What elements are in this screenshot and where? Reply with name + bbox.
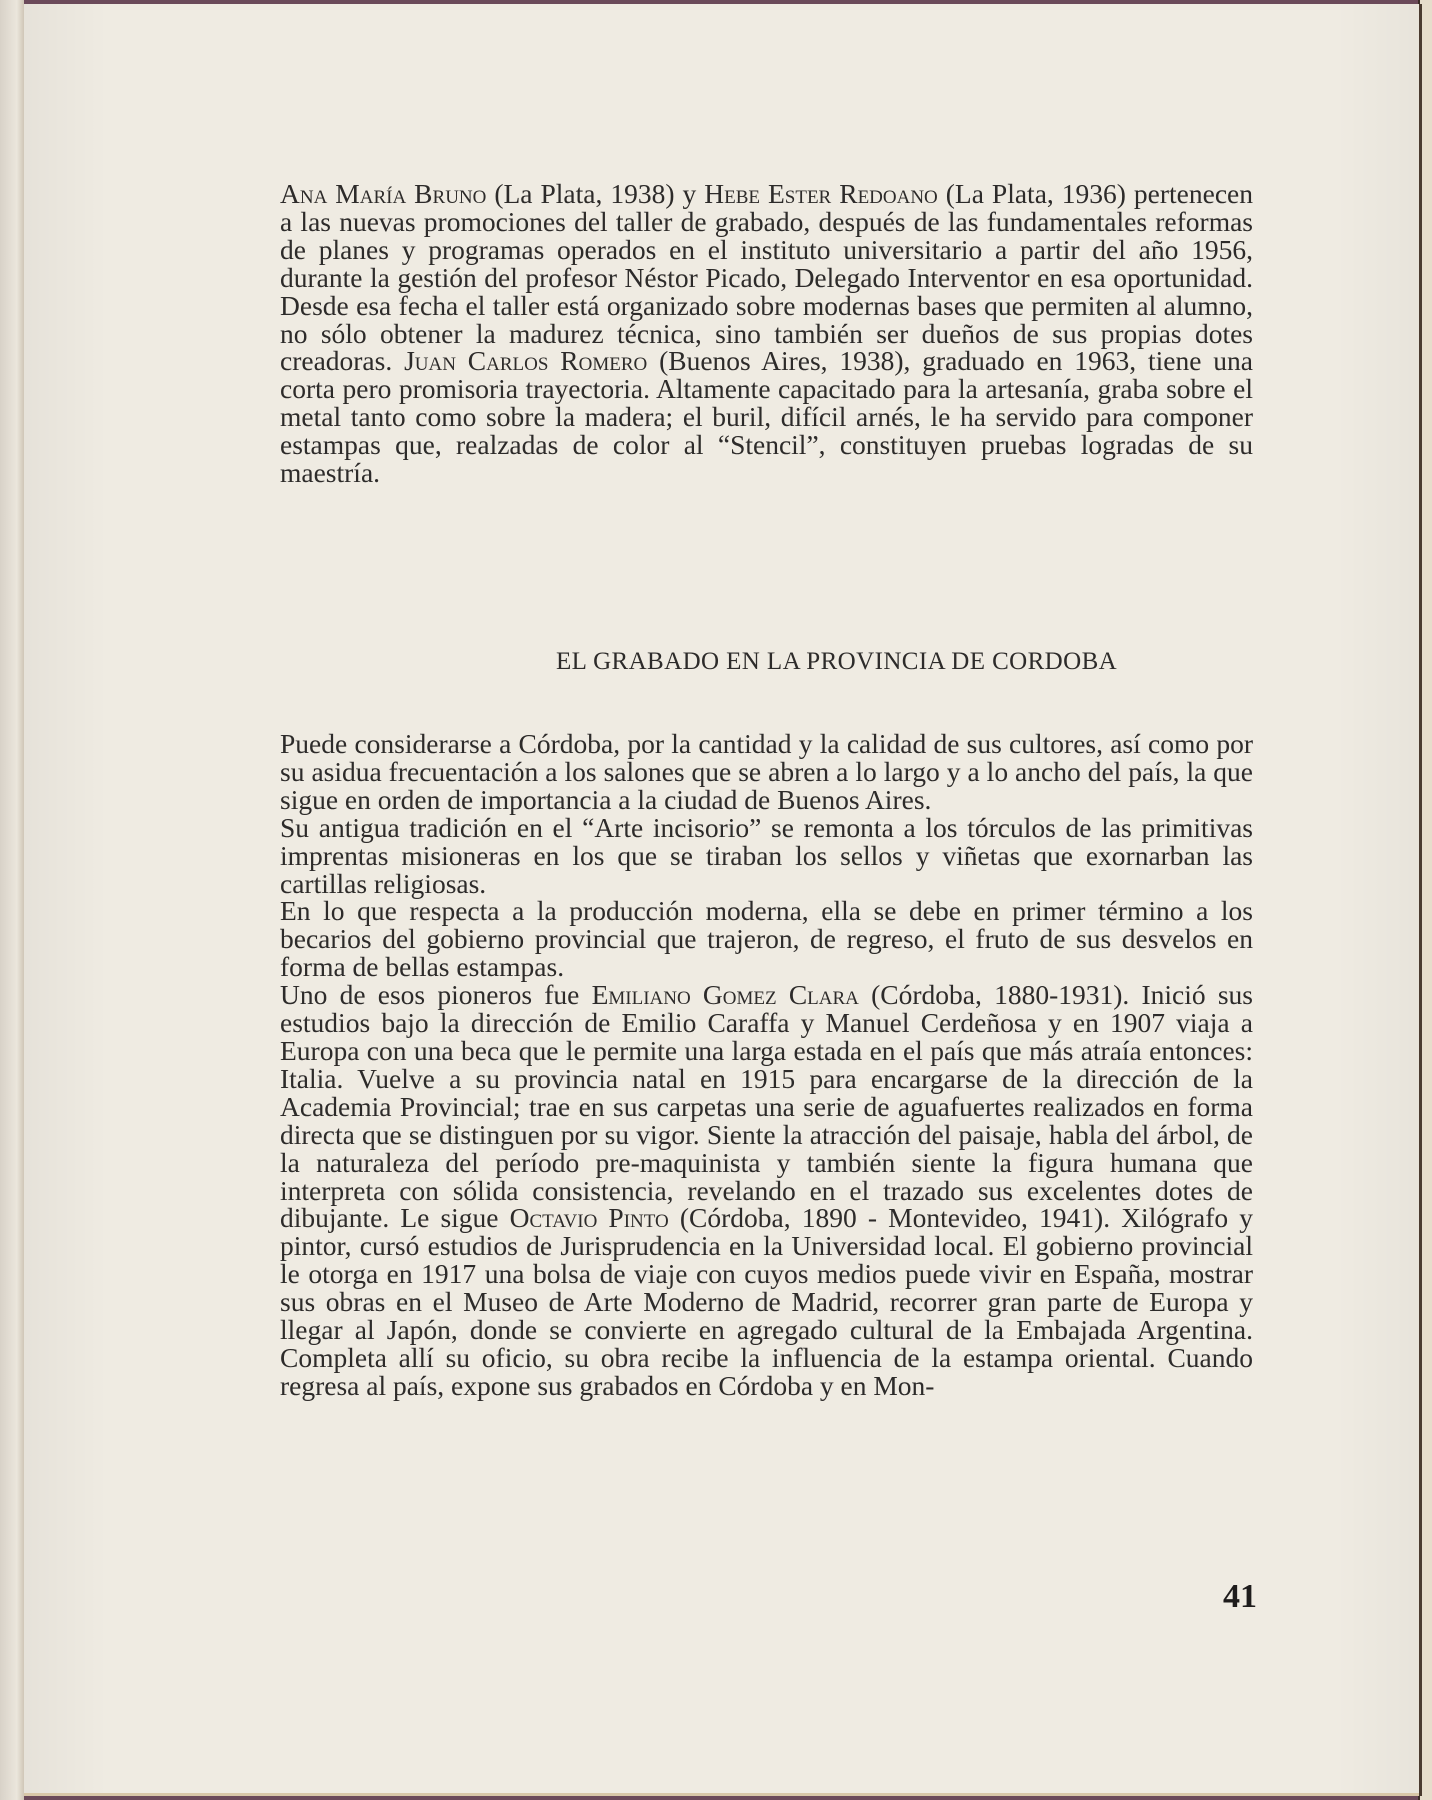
text-run: (Córdoba, 1880-1931). Inició sus estudios bajo la dirección de Emilio Caraffa y Manuel Cerdeñosa y en 1907 viaja a Europa con una beca que le permite una larga estada en el país que más atraía entonces: Italia. Vuelve a su provincia natal en 1915 para encargarse de la dirección de la Academia Provincial; trae en sus carpetas una serie de aguafuertes realizados en forma directa que se distinguen por su vigor. Siente la atracción del paisaje, habla del árbol, de la naturaleza del período pre-maquinista y también siente la figura humana que interpreta con sólida consistencia, revelando en el trazado sus excelentes dotes de dibujante. Le sigue — [280, 979, 1254, 1234]
cordoba-section-body — [280, 730, 1253, 1400]
paragraph — [280, 180, 1253, 487]
artist-name: Juan Carlos Romero — [404, 345, 648, 377]
text-run: En lo que respecta a la producción moderna, ella se debe en primer término a los becarios del gobierno provincial que trajeron, de regreso, el fruto de sus desvelos en forma de bellas estampas. — [280, 895, 1253, 983]
text-run: (Córdoba, 1890 - Montevideo, 1941). Xilógrafo y pintor, cursó estudios de Jurisprudencia en la Universidad local. El gobierno provincial le otorga en 1917 una bolsa de viaje con cuyos medios puede vivir en España, mostrar sus obras en el Museo de Arte Moderno de Madrid, recorrer gran parte de Europa y llegar al Japón, donde se convierte en agregado cultural de la Embajada Argentina. Completa allí su oficio, su obra recibe la influencia de la estampa oriental. Cuando regresa al país, expone sus grabados en Córdoba y en Mon- — [280, 1202, 1253, 1401]
artist-name: Hebe Ester Redoano — [704, 178, 938, 209]
intro-text-block — [280, 180, 1253, 487]
artist-name: Emiliano Gomez Clara — [591, 979, 859, 1011]
text-run: Puede considerarse a Córdoba, por la cantidad y la calidad de sus cultores, así como por su asidua frecuentación a los salones que se abren a lo largo y a lo ancho del país, la que sigue en orden de importancia a la ciudad de Buenos Aires. — [280, 728, 1253, 815]
paragraph — [280, 897, 1253, 981]
paragraph — [280, 730, 1253, 814]
text-run: Su antigua tradición en el “Arte incisorio” se remonta a los tórculos de las primitivas imprentas misioneras en los que se tiraban los sellos y viñetas que exornarban las cartillas religiosas. — [280, 811, 1253, 899]
adjacent-page-edge — [0, 0, 24, 1800]
text-run: (La Plata, 1936) pertenecen a las nuevas promociones del taller de grabado, después de las fundamentales reformas de planes y programas operados en el instituto universitario a partir del año 1956, durante la gestión del profesor Néstor Picado, Delegado Interventor en esa oportunidad. Desde esa fecha el taller está organizado sobre modernas bases que permiten al alumno, no sólo obtener la madurez técnica, sino también ser dueños de sus propias dotes creadoras. — [280, 178, 1253, 377]
text-run: Uno de esos pioneros fue — [280, 979, 592, 1011]
paragraph — [280, 981, 1253, 1400]
paragraph — [280, 811, 1253, 899]
text-run: (La Plata, 1938) y — [486, 178, 705, 209]
text-run: (Buenos Aires, 1938), graduado en 1963, tiene una corta pero promisoria trayectoria. Altamente capacitado para la artesanía, graba sobre el metal tanto como sobre la madera; el buril, difícil arnés, le ha servido para componer estampas que, realzadas de color al “Stencil”, constituyen pruebas logradas de su maestría. — [280, 345, 1253, 489]
section-heading: EL GRABADO EN LA PROVINCIA DE CORDOBA — [556, 648, 1118, 675]
page-number: 41 — [1223, 1578, 1257, 1615]
artist-name: Ana María Bruno — [280, 178, 487, 209]
artist-name: Octavio Pinto — [509, 1202, 669, 1234]
